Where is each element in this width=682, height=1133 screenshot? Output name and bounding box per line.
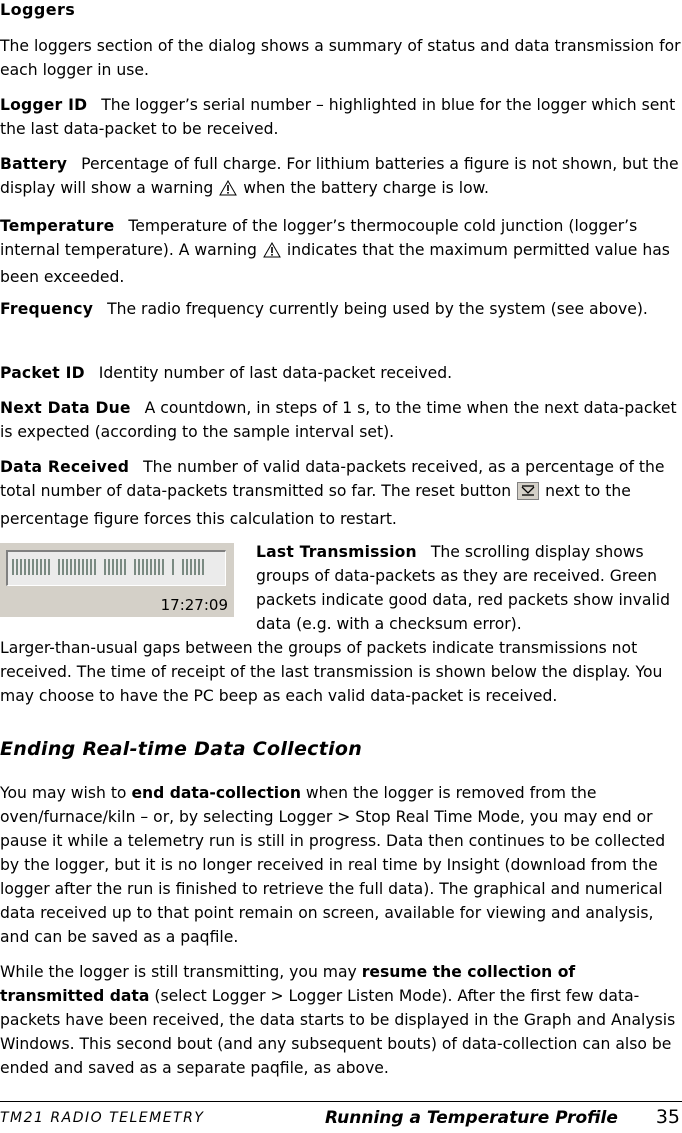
footer-divider — [0, 1101, 682, 1102]
data-packet — [198, 559, 200, 575]
last-transmission-time: 17:27:09 — [160, 596, 228, 614]
packet-id-desc: Identity number of last data-packet received. — [98, 364, 453, 382]
frequency-desc: The radio frequency currently being used by the system (see above). — [107, 300, 648, 318]
data-packet — [16, 559, 18, 575]
logger-id-term: Logger ID — [0, 96, 88, 114]
last-transmission-term: Last Transmission — [256, 543, 417, 561]
data-packet — [62, 559, 64, 575]
data-packet — [190, 559, 192, 575]
data-packet — [194, 559, 196, 575]
next-data-due-entry — [0, 396, 682, 444]
next-data-due-desc: A countdown, in steps of 1 s, to the time when the next data-packet is expected (according to the sample interval set). — [0, 399, 677, 441]
data-packet — [154, 559, 156, 575]
data-packet — [90, 559, 92, 575]
ending-p2-text-b: (select Logger > Logger Listen Mode). After the first few data-packets have been received, the data starts to be displayed in the Graph and Analysis Windows. This second bout (and any subsequent bouts) of data-collection can also be ended and saved as a separate paqfile, as above. — [0, 987, 676, 1077]
data-packet — [66, 559, 68, 575]
data-packet — [120, 559, 122, 575]
last-transmission-desc: The scrolling display shows groups of data-packets as they are received. Green packets indicate good data, red packets show invalid data (e.g. with a checksum error). — [256, 543, 671, 633]
battery-desc-a: Percentage of full charge. For lithium batteries a figure is not shown, but the display will show a warning — [0, 155, 679, 197]
data-packet — [48, 559, 50, 575]
ending-p1-text-a: You may wish to — [0, 784, 127, 802]
data-packet — [28, 559, 30, 575]
footer-product: TM21 RADIO TELEMETRY — [0, 1110, 205, 1126]
battery-entry — [0, 152, 682, 203]
ending-paragraph-1 — [0, 781, 682, 949]
data-packet — [108, 559, 110, 575]
last-transmission-desc-cont: Larger-than-usual gaps between the groups of packets indicate transmissions not received. The time of receipt of the last transmission is shown below the display. You may choose to have the PC beep as each valid data-packet is received. — [0, 639, 663, 705]
data-packet — [36, 559, 38, 575]
data-packet — [24, 559, 26, 575]
data-packet — [142, 559, 144, 575]
data-packet — [134, 559, 136, 575]
temperature-term: Temperature — [0, 217, 115, 235]
ending-section-title: Ending Real-time Data Collection — [0, 738, 363, 760]
last-transmission-widget — [0, 543, 234, 617]
data-packet — [158, 559, 160, 575]
data-received-desc-a: The number of valid data-packets received, as a percentage of the total number of data-packets transmitted so far. The reset button — [0, 458, 665, 500]
page-number: 35 — [655, 1106, 680, 1128]
footer-chapter: Running a Temperature Profile — [325, 1108, 618, 1128]
data-packet — [32, 559, 34, 575]
data-packet — [112, 559, 114, 575]
data-packet — [162, 559, 164, 575]
warning-icon — [263, 241, 281, 265]
intro-paragraph: The loggers section of the dialog shows a summary of status and data transmission for each logger in use. — [0, 37, 681, 79]
reset-icon — [517, 482, 539, 507]
data-packet — [94, 559, 96, 575]
data-packet — [104, 559, 106, 575]
battery-term: Battery — [0, 155, 68, 173]
packet-id-entry — [0, 361, 682, 385]
warning-icon — [219, 179, 237, 203]
battery-desc-b: when the battery charge is low. — [243, 179, 489, 197]
packet-scroll-display — [6, 550, 226, 586]
data-packet — [12, 559, 14, 575]
section-title: Loggers — [0, 0, 76, 19]
temperature-desc-b: indicates that the maximum permitted value has been exceeded. — [0, 241, 670, 286]
data-packet — [82, 559, 84, 575]
frequency-entry — [0, 297, 682, 321]
ending-p1-text-b: when the logger is removed from the oven/furnace/kiln – or, by selecting Logger > Stop Real Time Mode, you may end or pause it while a telemetry run is still in progress. Data then continues to be collected by the logger, but it is no longer received in real time by Insight (download from the logger after the run is finished to retrieve the full data). The graphical and numerical data received up to that point remain on screen, available for viewing and analysis, and can be saved as a paqfile. — [0, 784, 666, 946]
data-packet — [138, 559, 140, 575]
logger-id-entry — [0, 93, 682, 141]
data-packet — [86, 559, 88, 575]
data-packet — [20, 559, 22, 575]
packet-strip — [8, 552, 224, 584]
next-data-due-term: Next Data Due — [0, 399, 131, 417]
ending-paragraph-2 — [0, 960, 682, 1080]
packet-id-term: Packet ID — [0, 364, 85, 382]
data-packet — [172, 559, 174, 575]
data-packet — [202, 559, 204, 575]
logger-id-desc: The logger’s serial number – highlighted in blue for the logger which sent the last data-packet to be received. — [0, 96, 676, 138]
data-packet — [124, 559, 126, 575]
data-packet — [182, 559, 184, 575]
ending-p2-text-a: While the logger is still transmitting, you may — [0, 963, 357, 981]
data-packet — [44, 559, 46, 575]
data-packet — [74, 559, 76, 575]
data-packet — [58, 559, 60, 575]
data-packet — [116, 559, 118, 575]
data-packet — [40, 559, 42, 575]
frequency-term: Frequency — [0, 300, 94, 318]
data-received-entry — [0, 455, 682, 531]
last-transmission-entry — [256, 540, 682, 636]
data-received-desc-b: next to the percentage figure forces this calculation to restart. — [0, 482, 631, 528]
data-received-term: Data Received — [0, 458, 130, 476]
data-packet — [186, 559, 188, 575]
ending-p1-bold: end data-collection — [131, 784, 301, 802]
data-packet — [78, 559, 80, 575]
data-packet — [150, 559, 152, 575]
ending-p2-bold: resume the collection of transmitted data — [0, 963, 576, 1005]
temperature-desc-a: Temperature of the logger’s thermocouple cold junction (logger’s internal temperature). A warning — [0, 217, 638, 259]
temperature-entry — [0, 214, 682, 289]
data-packet — [146, 559, 148, 575]
data-packet — [70, 559, 72, 575]
